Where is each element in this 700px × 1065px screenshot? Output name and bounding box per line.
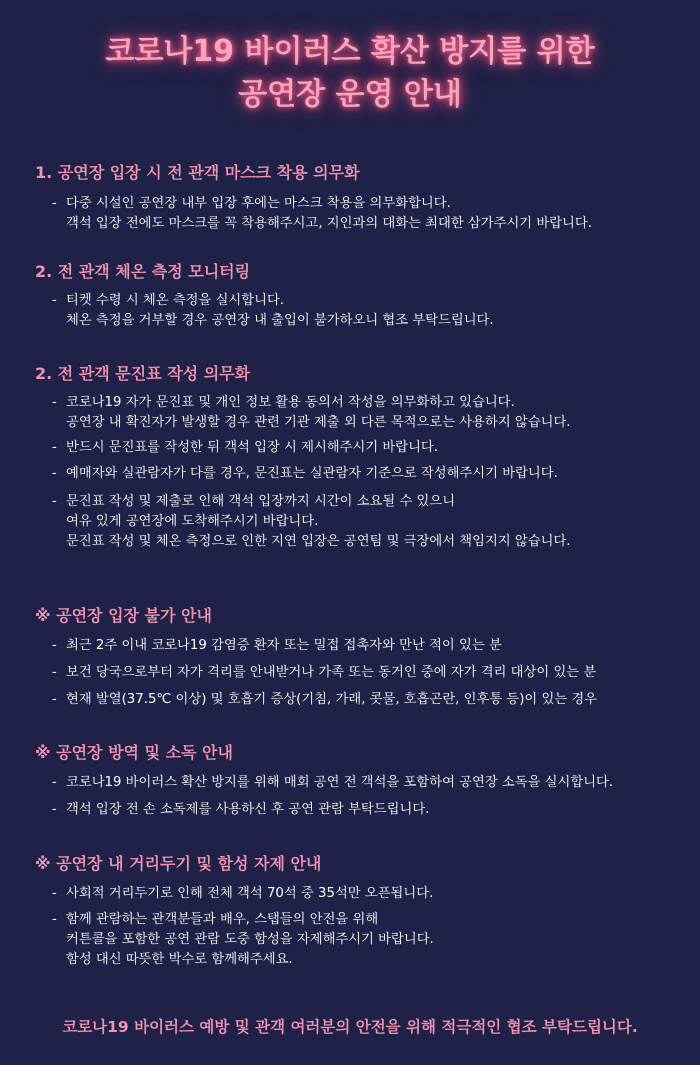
bullet-dash: -	[52, 196, 57, 211]
item-line: 체온 측정을 거부할 경우 공연장 내 출입이 불가하오니 협조 부탁드립니다.	[66, 313, 494, 328]
item-line: 티켓 수령 시 체온 측정을 실시합니다.	[66, 293, 285, 308]
item-line: 사회적 거리두기로 인해 전체 객석 70석 중 35석만 오픈됩니다.	[66, 886, 434, 901]
bullet-dash: -	[52, 440, 57, 455]
item-line: 현재 발열(37.5℃ 이상) 및 호흡기 증상(기침, 가래, 콧물, 호흡곤란, 인후통 등)이 있는 경우	[66, 692, 598, 707]
bullet-dash: -	[52, 775, 57, 790]
item-line: 코로나19 자가 문진표 및 개인 정보 활용 동의서 작성을 의무화하고 있습니다.	[66, 395, 515, 410]
section-heading: 2. 전 관객 문진표 작성 의무화	[35, 364, 251, 383]
item-line: 문진표 작성 및 제출로 인해 객석 입장까지 시간이 소요될 수 있으니	[66, 494, 456, 509]
item-line: 문진표 작성 및 체온 측정으로 인한 지연 입장은 공연팀 및 극장에서 책임지지 않습니다.	[66, 534, 571, 549]
bullet-dash: -	[52, 638, 57, 653]
item-line: 최근 2주 이내 코로나19 감염증 환자 또는 밀접 접촉자와 만난 적이 있는 분	[66, 638, 502, 653]
title-line-1: 코로나19 바이러스 확산 방지를 위한	[105, 34, 595, 69]
item-line: 공연장 내 확진자가 발생할 경우 관련 기관 제출 외 다른 목적으로는 사용하지 않습니다.	[66, 415, 571, 430]
section-heading: 2. 전 관객 체온 측정 모니터링	[35, 262, 251, 281]
item-line: 함성 대신 따뜻한 박수로 함께해주세요.	[66, 952, 293, 967]
section-heading: ※ 공연장 내 거리두기 및 함성 자제 안내	[35, 854, 322, 873]
bullet-dash: -	[52, 886, 57, 901]
title-line-2: 공연장 운영 안내	[238, 77, 462, 112]
item-line: 코로나19 바이러스 확산 방지를 위해 매회 공연 전 객석을 포함하여 공연장 소독을 실시합니다.	[66, 775, 614, 790]
item-line: 객석 입장 전 손 소독제를 사용하신 후 공연 관람 부탁드립니다.	[66, 802, 430, 817]
item-line: 객석 입장 전에도 마스크를 꼭 착용해주시고, 지인과의 대화는 최대한 삼가주시기 바랍니다.	[66, 216, 592, 231]
section-heading: 1. 공연장 입장 시 전 관객 마스크 착용 의무화	[35, 163, 360, 182]
section-heading: ※ 공연장 입장 불가 안내	[35, 606, 212, 625]
bullet-dash: -	[52, 802, 57, 817]
bullet-dash: -	[52, 293, 57, 308]
bullet-dash: -	[52, 692, 57, 707]
item-line: 함께 관람하는 관객분들과 배우, 스탭들의 안전을 위해	[66, 912, 379, 927]
bullet-dash: -	[52, 466, 57, 481]
item-line: 보건 당국으로부터 자가 격리를 안내받거나 가족 또는 동거인 중에 자가 격리 대상이 있는 분	[66, 665, 597, 680]
item-line: 커튼콜을 포함한 공연 관람 도중 함성을 자제해주시기 바랍니다.	[66, 932, 434, 947]
item-line: 여유 있게 공연장에 도착해주시기 바랍니다.	[66, 514, 319, 529]
bullet-dash: -	[52, 494, 57, 509]
section-heading: ※ 공연장 방역 및 소독 안내	[35, 743, 233, 762]
bullet-dash: -	[52, 665, 57, 680]
page-title	[0, 30, 700, 116]
bullet-dash: -	[52, 912, 57, 927]
footer-message: 코로나19 바이러스 예방 및 관객 여러분의 안전을 위해 적극적인 협조 부탁드립니다.	[62, 1018, 638, 1036]
item-line: 예매자와 실관람자가 다를 경우, 문진표는 실관람자 기준으로 작성해주시기 바랍니다.	[66, 466, 558, 481]
item-line: 반드시 문진표를 작성한 뒤 객석 입장 시 제시해주시기 바랍니다.	[66, 440, 439, 455]
item-line: 다중 시설인 공연장 내부 입장 후에는 마스크 착용을 의무화합니다.	[66, 196, 451, 211]
bullet-dash: -	[52, 395, 57, 410]
